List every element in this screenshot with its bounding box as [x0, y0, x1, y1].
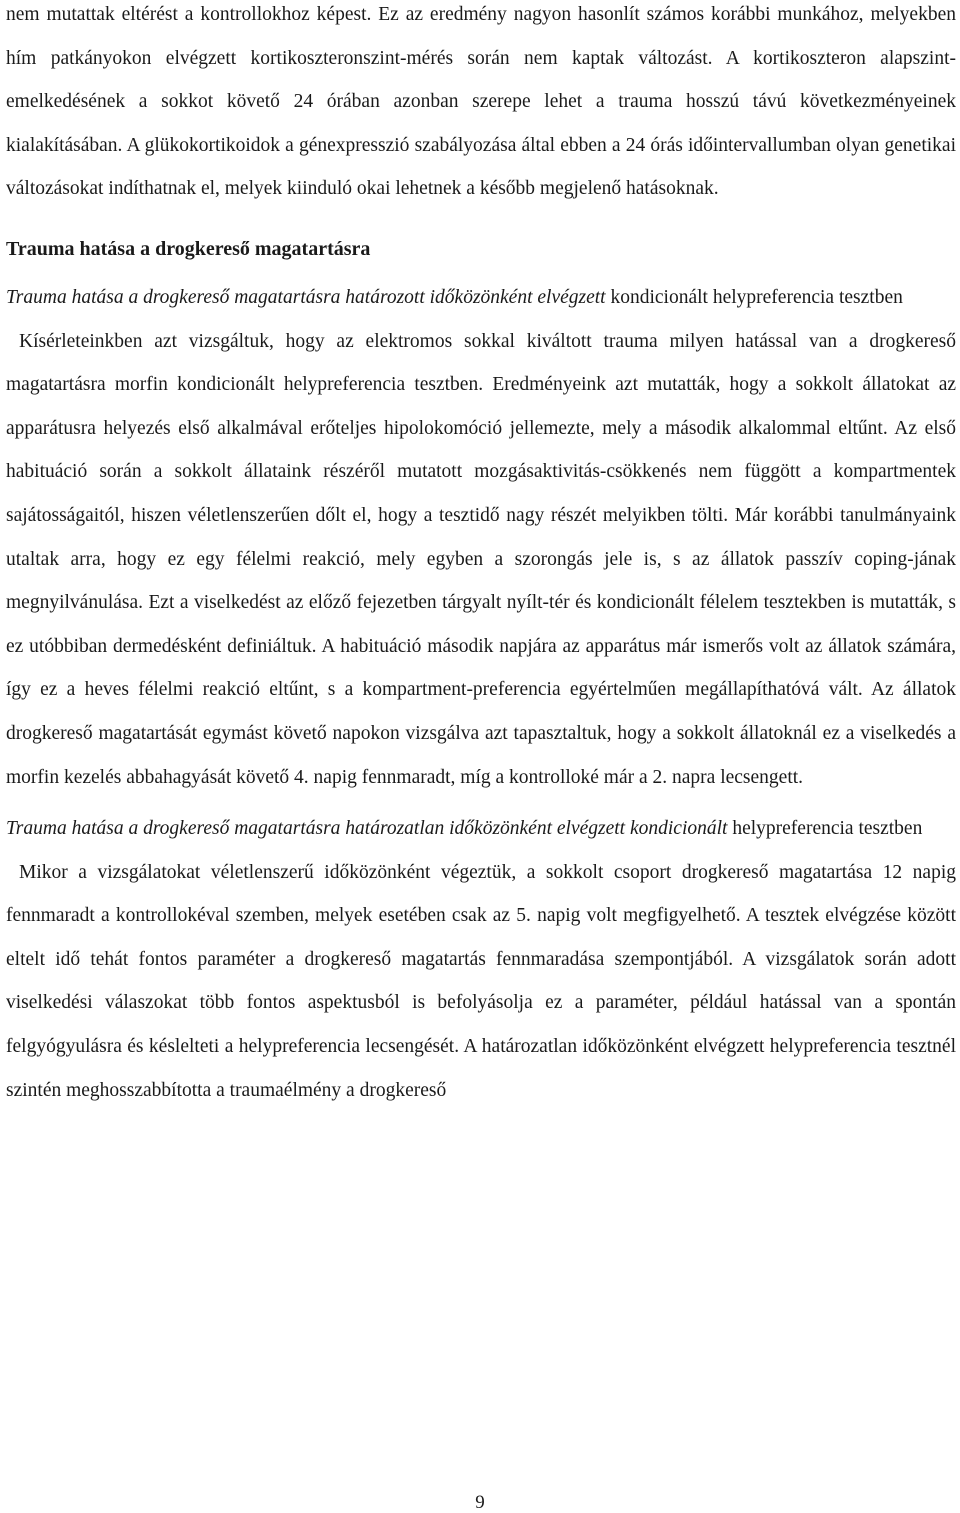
subsection-heading-undetermined-italic: Trauma hatása a drogkereső magatartásra határozatlan időközönként elvégzett kondicionált — [6, 818, 728, 840]
page-number: 9 — [475, 1492, 485, 1513]
paragraph-undetermined-results: Mikor a vizsgálatokat véletlenszerű időközönként végeztük, a sokkolt csoport drogkereső magatartása 12 napig fennmaradt a kontrollokéval szemben, melyek esetében csak az 5. napig volt megfigyelhető. A tesztek elvégzése között eltelt idő tehát fontos paraméter a drogkereső magatartás fennmaradása szempontjából. A vizsgálatok során adott viselkedési válaszokat több fontos aspektusból is befolyásolja ez a paraméter, például hatással van a spontán felgyógyulásra és késlelteti a helypreferencia lecsengését. A határozatlan időközönként elvégzett helypreferencia tesztnél szintén meghosszabbította a traumaélmény a drogkereső — [6, 861, 956, 1101]
section-heading: Trauma hatása a drogkereső magatartásra — [6, 237, 371, 260]
subsection-heading-determined-rest: kondicionált helypreferencia tesztben — [605, 286, 903, 308]
document-page — [6, 0, 956, 1112]
subsection-heading-undetermined-rest: helypreferencia tesztben — [727, 818, 923, 840]
subsection-heading-determined-italic: Trauma hatása a drogkereső magatartásra határozott időközönként elvégzett — [6, 286, 606, 308]
subsection-heading-determined — [6, 276, 956, 320]
subsection-heading-undetermined — [6, 807, 956, 851]
paragraph-determined-results: Kísérleteinkben azt vizsgáltuk, hogy az elektromos sokkal kiváltott trauma milyen hatással van a drogkereső magatartásra morfin kondicionált helypreferencia tesztben. Eredményeink azt mutatták, hogy a sokkolt állatokat az apparátusra helyezés első alkalmával erőteljes hipolokomóció jellemezte, mely a második alkalommal eltűnt. Az első habituáció során a sokkolt állataink részéről mutatott mozgásaktivitás-csökkenés nem függött a kompartmentek sajátosságaitól, hiszen véletlenszerűen dőlt el, hogy a tesztidő nagy részét melyikben tölti. Már korábbi tanulmányaink utaltak arra, hogy ez egy félelmi reakció, mely egyben a szorongás jele is, s az állatok passzív coping-jának megnyilvánulása. Ezt a viselkedést az előző fejezetben tárgyalt nyílt-tér és kondicionált félelem tesztekben is mutatták, s ez utóbbiban dermedésként definiáltuk. A habituáció második napjára az apparátus már ismerős volt az állatok számára, így ez a heves félelmi reakció eltűnt, s a kompartment-preferencia egyértelműen megállapíthatóvá vált. Az állatok drogkereső magatartását egymást követő napokon vizsgálva azt tapasztaltuk, hogy a sokkolt állatoknál ez a viselkedés a morfin kezelés abbahagyását követő 4. napig fennmaradt, míg a kontrolloké már a 2. napra lecsengett. — [6, 330, 956, 788]
paragraph-intro: nem mutattak eltérést a kontrollokhoz képest. Ez az eredmény nagyon hasonlít számos korábbi munkához, melyekben hím patkányokon elvégzett kortikoszteronszint-mérés során nem kaptak változást. A kortikoszteron alapszint-emelkedésének a sokkot követő 24 órában azonban szerepe lehet a trauma hosszú távú következményeinek kialakításában. A glükokortikoidok a génexpresszió szabályozása által ebben a 24 órás időintervallumban olyan genetikai változásokat indíthatnak el, melyek kiinduló okai lehetnek a később megjelenő hatásoknak. — [6, 4, 956, 200]
